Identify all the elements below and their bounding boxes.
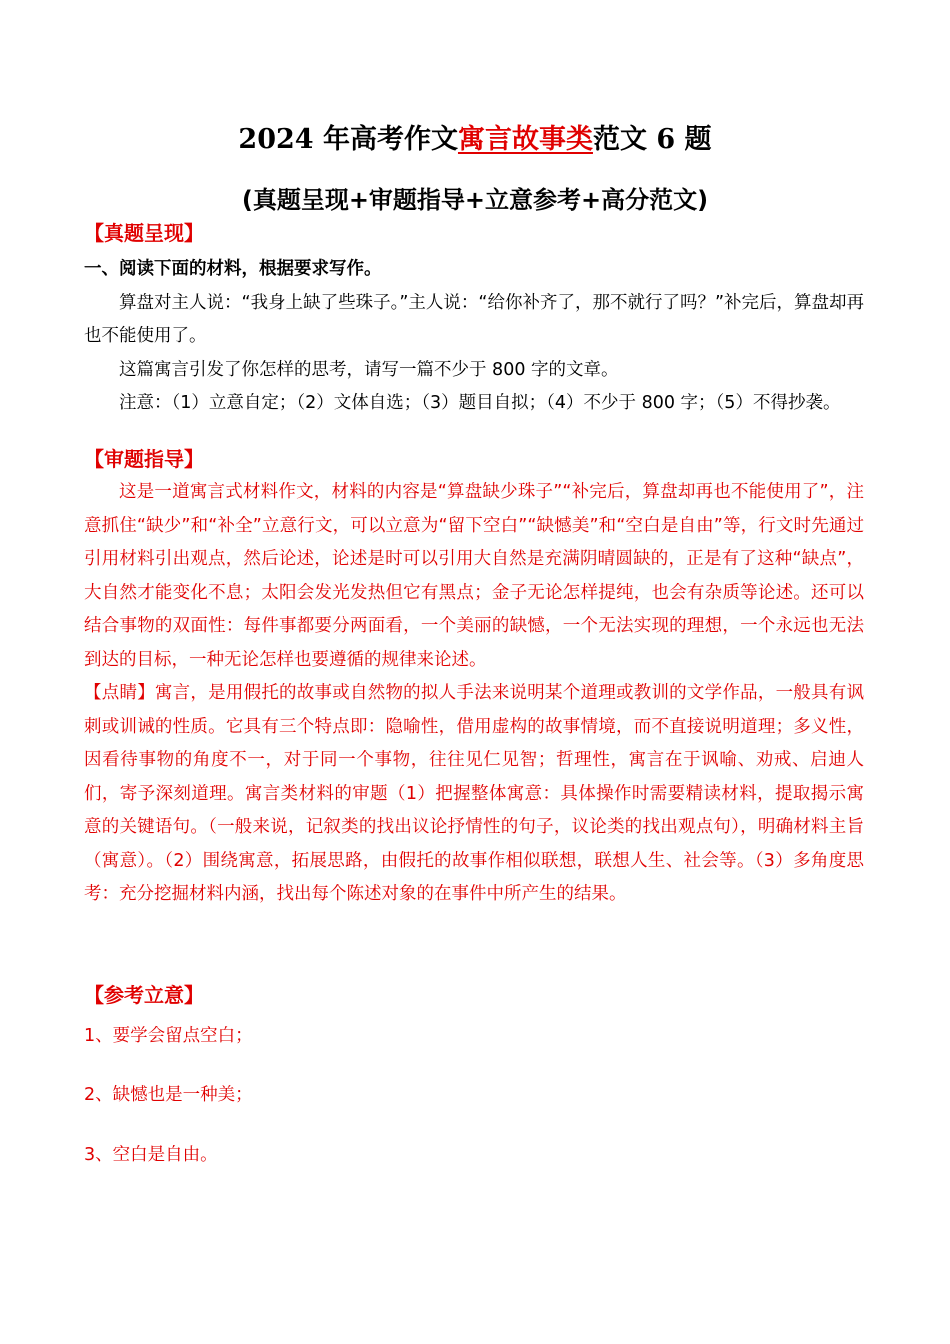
question-paragraph: 这篇寓言引发了你怎样的思考，请写一篇不少于 800 字的文章。 <box>119 359 619 380</box>
guide-paragraph: 这是一道寓言式材料作文，材料的内容是“算盘缺少珠子”“补完后，算盘却再也不能使用了”，注意抓住“缺少”和“补全”立意行文，可以立意为“留下空白”“缺憾美”和“空白是自由”等，行文时先通过引用材料引出观点，然后论述，论述是时可以引用大自然是充满阴晴圆缺的，正是有了这种“缺点”，大自然才能变化不息；太阳会发光发热但它有黑点；金子无论怎样提纯，也会有杂质等论述。还可以结合事物的双面性：每件事都要分两面看，一个美丽的缺憾，一个无法实现的理想，一个永远也无法到达的目标，一种无论怎样也要遵循的规律来论述。 <box>84 482 864 670</box>
reference-item: 1、要学会留点空白； <box>84 1026 253 1046</box>
title-prefix: 2024 年高考作文 <box>238 124 458 155</box>
guide-block <box>84 476 864 912</box>
page-subtitle: (真题呈现+审题指导+立意参考+高分范文) <box>241 186 709 214</box>
point-paragraph: 【点睛】寓言，是用假托的故事或自然物的拟人手法来说明某个道理或教训的文学作品，一般具有讽刺或训诫的性质。它具有三个特点即：隐喻性，借用虚构的故事情境，而不直接说明道理；多义性，因看待事物的角度不一，对于同一个事物，往往见仁见智；哲理性，寓言在于讽喻、劝戒、启迪人们，寄予深刻道理。寓言类材料的审题（1）把握整体寓意：具体操作时需要精读材料，提取揭示寓意的关键语句。（一般来说，记叙类的找出议论抒情性的句子，议论类的找出观点句），明确材料主旨（寓意）。（2）围绕寓意，拓展思路，由假托的故事作相似联想，联想人生、社会等。（3）多角度思考：充分挖掘材料内涵，找出每个陈述对象的在事件中所产生的结果。 <box>84 683 864 904</box>
reference-item: 3、空白是自由。 <box>84 1145 218 1165</box>
section-heading-reference: 【参考立意】 <box>84 983 204 1007</box>
title-highlight: 寓言故事类 <box>457 124 593 155</box>
page-title <box>0 120 950 160</box>
question-paragraph: 算盘对主人说：“我身上缺了些珠子。”主人说：“给你补齐了，那不就行了吗？”补完后，算盘却再也不能使用了。 <box>84 292 865 346</box>
question-prompt: 一、阅读下面的材料，根据要求写作。 <box>84 259 382 279</box>
reference-item: 2、缺憾也是一种美； <box>84 1085 253 1105</box>
title-suffix: 范文 6 题 <box>592 124 712 155</box>
section-heading-question: 【真题呈现】 <box>84 221 204 245</box>
question-block <box>84 253 864 421</box>
question-paragraph: 注意：（1）立意自定；（2）文体自选；（3）题目自拟；（4）不少于 800 字；（5）不得抄袭。 <box>119 393 841 413</box>
section-heading-guide: 【审题指导】 <box>84 447 204 471</box>
